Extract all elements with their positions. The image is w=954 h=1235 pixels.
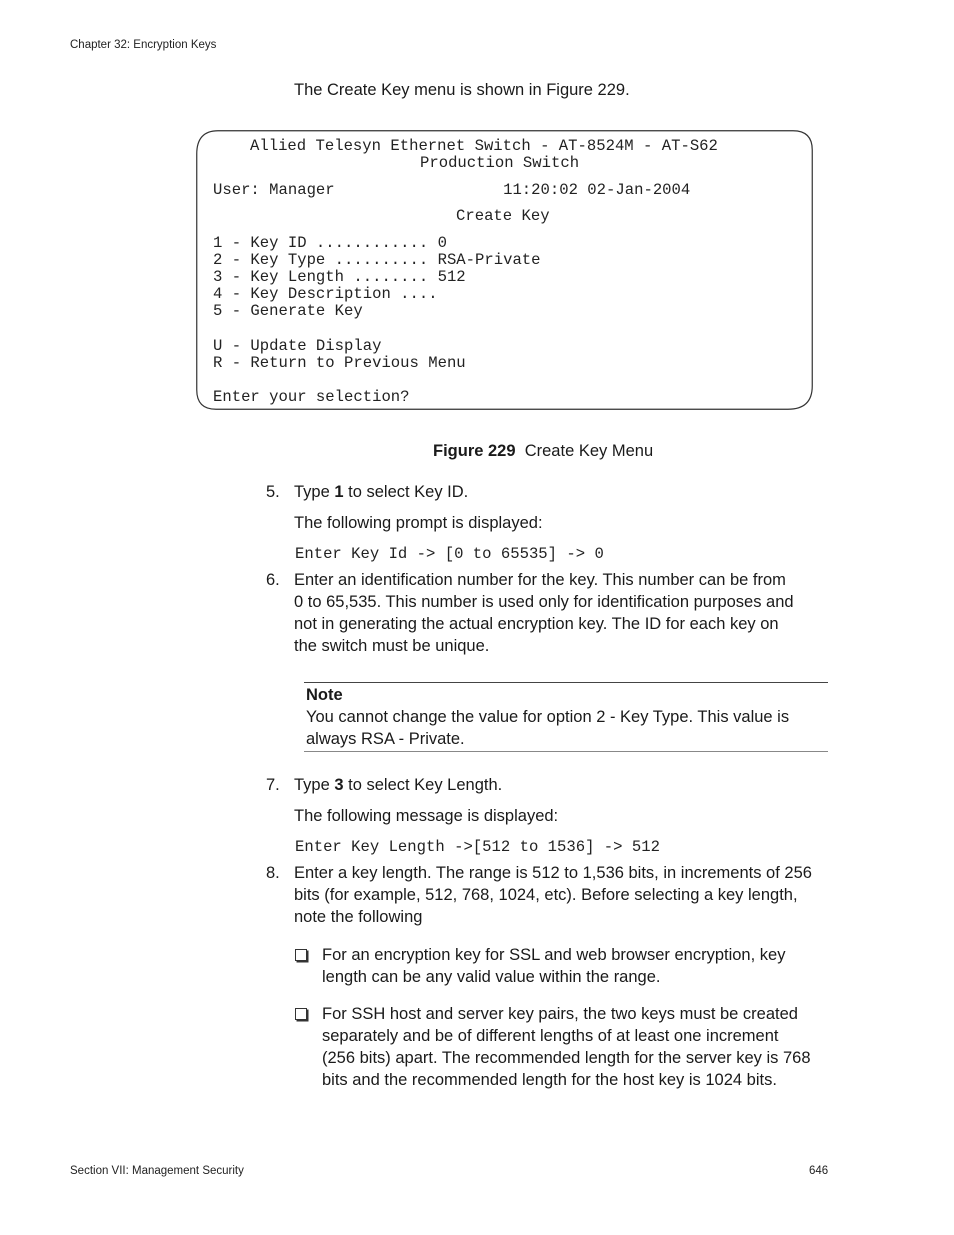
note-bottom-rule xyxy=(304,751,828,752)
bullet-item xyxy=(322,944,785,988)
bullet-line: separately and be of different lengths of at least one increment xyxy=(322,1027,779,1045)
running-header: Chapter 32: Encryption Keys xyxy=(70,39,217,51)
step-5-key: 1 xyxy=(334,483,344,501)
step-8-line: Enter a key length. The range is 512 to 1,536 bits, in increments of 256 xyxy=(294,864,812,882)
step-5-pre: Type xyxy=(294,483,335,501)
checkbox-bullet-icon xyxy=(295,1008,307,1020)
step-5-text xyxy=(294,481,468,503)
note-line: You cannot change the value for option 2 - Key Type. This value is xyxy=(306,708,790,726)
bullet-line: bits and the recommended length for the host key is 1024 bits. xyxy=(322,1071,777,1089)
figure-label: Figure 229 xyxy=(433,442,516,460)
step-7-code: Enter Key Length ->[512 to 1536] -> 512 xyxy=(295,838,660,856)
screen-menu-title: Create Key xyxy=(456,207,550,225)
screen-title-line: Allied Telesyn Ethernet Switch - AT-8524M - AT-S62 xyxy=(250,137,718,155)
menu-option-key-description: 4 - Key Description .... xyxy=(213,285,438,303)
menu-option-key-length: 3 - Key Length ........ 512 xyxy=(213,268,466,286)
note-title: Note xyxy=(306,686,343,704)
step-6-text xyxy=(294,569,794,657)
bullet-item xyxy=(322,1003,811,1091)
menu-option-key-id: 1 - Key ID ............ 0 xyxy=(213,234,447,252)
step-5-code: Enter Key Id -> [0 to 65535] -> 0 xyxy=(295,545,604,563)
step-8-number: 8. xyxy=(266,864,280,882)
terminal-screen-figure xyxy=(196,130,813,410)
step-6-line: the switch must be unique. xyxy=(294,637,490,655)
note-top-rule xyxy=(304,682,828,683)
step-8-line: bits (for example, 512, 768, 1024, etc). Before selecting a key length, xyxy=(294,886,798,904)
checkbox-bullet-icon xyxy=(295,949,307,961)
step-7-key: 3 xyxy=(334,776,344,794)
step-8-text xyxy=(294,862,812,928)
note-line: always RSA - Private. xyxy=(306,730,465,748)
step-5-post: to select Key ID. xyxy=(343,483,469,501)
intro-text: The Create Key menu is shown in Figure 229. xyxy=(294,81,630,99)
bullet-line: length can be any valid value within the range. xyxy=(322,968,661,986)
step-7-subtext: The following message is displayed: xyxy=(294,807,559,825)
step-6-number: 6. xyxy=(266,571,280,589)
page-number: 646 xyxy=(809,1165,829,1177)
step-7-text xyxy=(294,774,502,796)
step-8-line: note the following xyxy=(294,908,423,926)
step-7-pre: Type xyxy=(294,776,335,794)
bullet-line: For SSH host and server key pairs, the two keys must be created xyxy=(322,1005,798,1023)
menu-option-key-type: 2 - Key Type .......... RSA-Private xyxy=(213,251,541,269)
step-6-line: not in generating the actual encryption key. The ID for each key on xyxy=(294,615,779,633)
screen-user-line: User: Manager 11:20:02 02-Jan-2004 xyxy=(213,181,691,199)
bullet-line: For an encryption key for SSL and web browser encryption, key xyxy=(322,946,786,964)
step-6-line: 0 to 65,535. This number is used only for identification purposes and xyxy=(294,593,794,611)
step-5-number: 5. xyxy=(266,483,280,501)
screen-subtitle-line: Production Switch xyxy=(420,154,580,172)
figure-caption xyxy=(433,440,653,462)
menu-option-return: R - Return to Previous Menu xyxy=(213,354,466,372)
step-7-number: 7. xyxy=(266,776,280,794)
note-box xyxy=(306,684,789,750)
selection-prompt: Enter your selection? xyxy=(213,388,410,406)
bullet-line: (256 bits) apart. The recommended length for the server key is 768 xyxy=(322,1049,811,1067)
footer-section: Section VII: Management Security xyxy=(70,1165,244,1177)
menu-option-generate-key: 5 - Generate Key xyxy=(213,302,363,320)
step-5-subtext: The following prompt is displayed: xyxy=(294,514,543,532)
menu-option-update-display: U - Update Display xyxy=(213,337,382,355)
figure-title: Create Key Menu xyxy=(524,442,654,460)
step-6-line: Enter an identification number for the key. This number can be from xyxy=(294,571,786,589)
step-7-post: to select Key Length. xyxy=(343,776,503,794)
